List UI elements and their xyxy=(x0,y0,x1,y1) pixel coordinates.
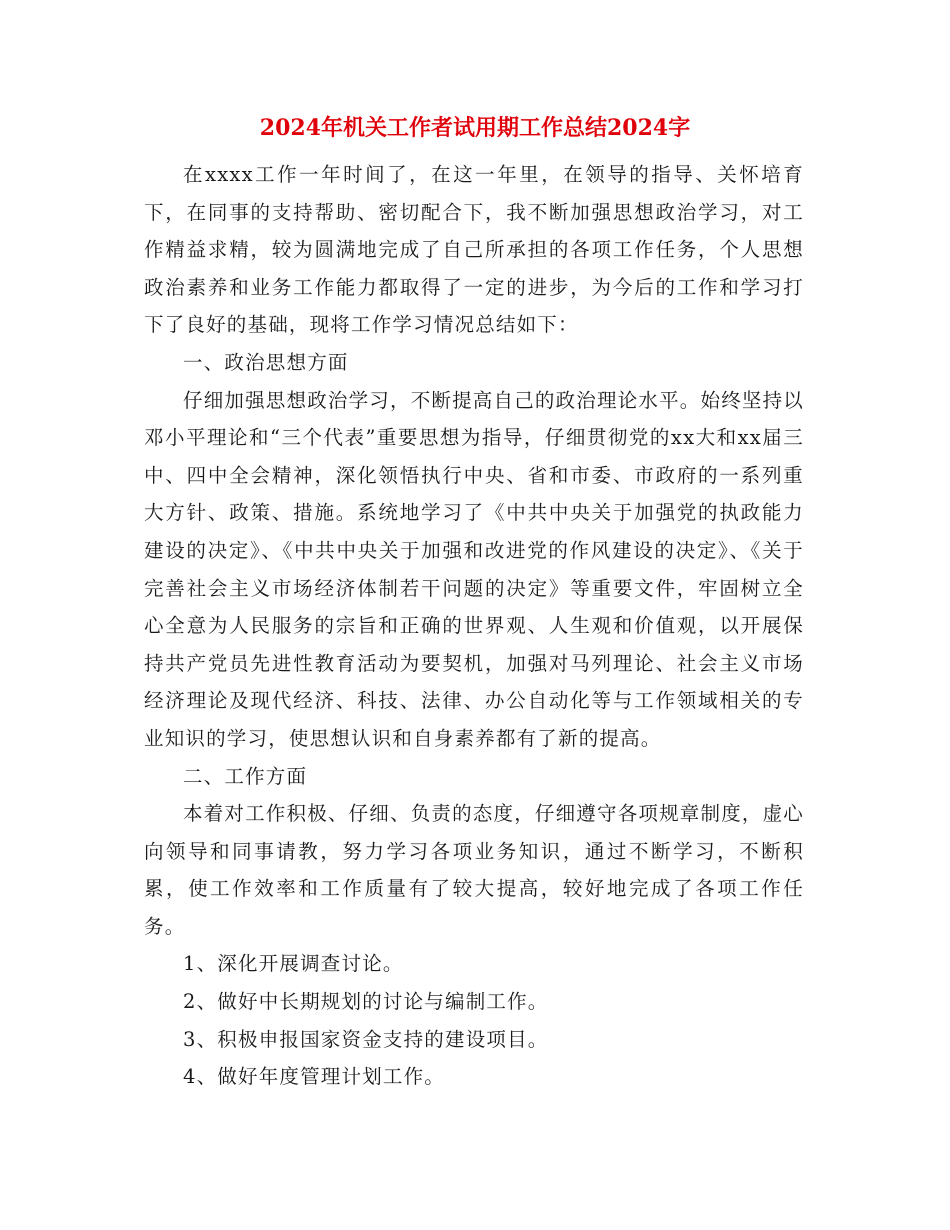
section-heading-work: 二、工作方面 xyxy=(183,764,308,788)
document-body xyxy=(144,156,804,1096)
list-item: 3、积极申报国家资金支持的建设项目。 xyxy=(183,1027,549,1051)
document-title: 2024年机关工作者试用期工作总结2024字 xyxy=(259,115,691,141)
list-item: 2、做好中长期规划的讨论与编制工作。 xyxy=(183,990,549,1014)
paragraph-work: 本着对工作积极、仔细、负责的态度，仔细遵守各项规章制度，虚心向领导和同事请教，努力学习各项业务知识，通过不断学习，不断积累，使工作效率和工作质量有了较大提高，较好地完成了各项工作任务。 xyxy=(144,802,805,938)
paragraph-intro: 在xxxx工作一年时间了，在这一年里，在领导的指导、关怀培育下，在同事的支持帮助、密切配合下，我不断加强思想政治学习，对工作精益求精，较为圆满地完成了自己所承担的各项工作任务，个人思想政治素养和业务工作能力都取得了一定的进步，为今后的工作和学习打下了良好的基础，现将工作学习情况总结如下： xyxy=(144,163,804,337)
paragraph-political: 仔细加强思想政治学习，不断提高自己的政治理论水平。始终坚持以邓小平理论和“三个代表”重要思想为指导，仔细贯彻党的xx大和xx届三中、四中全会精神，深化领悟执行中央、省和市委、市政府的一系列重大方针、政策、措施。系统地学习了《中共中央关于加强党的执政能力建设的决定》、《中共中央关于加强和改进党的作风建设的决定》、《关于完善社会主义市场经济体制若干问题的决定》等重要文件，牢固树立全心全意为人民服务的宗旨和正确的世界观、人生观和价值观，以开展保持共产党员先进性教育活动为要契机，加强对马列理论、社会主义市场经济理论及现代经济、科技、法律、办公自动化等与工作领域相关的专业知识的学习，使思想认识和自身素养都有了新的提高。 xyxy=(144,388,805,750)
list-item: 4、做好年度管理计划工作。 xyxy=(183,1065,446,1089)
section-heading-political: 一、政治思想方面 xyxy=(183,350,349,374)
list-item: 1、深化开展调查讨论。 xyxy=(183,952,404,976)
